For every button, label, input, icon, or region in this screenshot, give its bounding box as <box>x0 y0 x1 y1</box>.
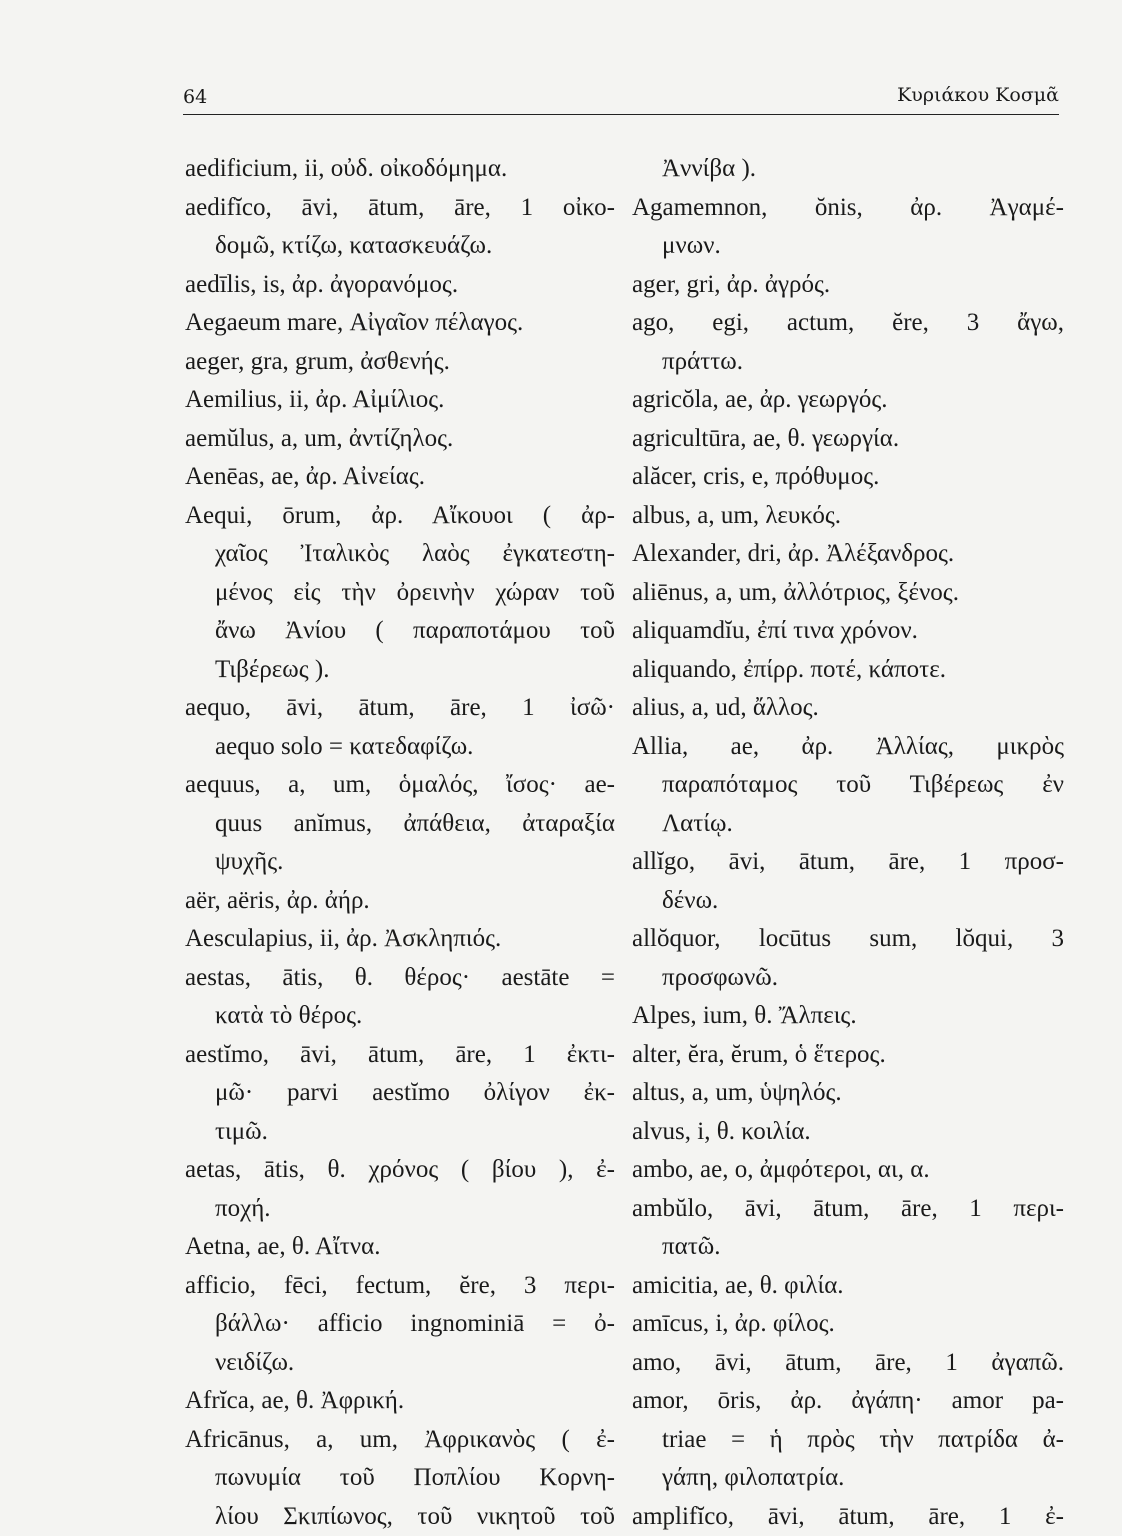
page-header <box>183 78 1059 115</box>
dictionary-line: aequo solo = κατεδαφίζω. <box>185 728 615 767</box>
dictionary-line: aliquando, ἐπίρρ. ποτέ, κάποτε. <box>632 651 1064 690</box>
dictionary-line: aequus, a, um, ὁμαλός, ἴσος· ae- <box>185 766 615 805</box>
dictionary-line: Ἀννίβα ). <box>632 150 1064 189</box>
dictionary-line: κατὰ τὸ θέρος. <box>185 997 615 1036</box>
dictionary-line: alvus, i, θ. κοιλία. <box>632 1113 1064 1152</box>
dictionary-line: ago, egi, actum, ĕre, 3 ἄγω, <box>632 304 1064 343</box>
dictionary-line: μένος εἰς τὴν ὀρεινὴν χώραν τοῦ <box>185 574 615 613</box>
dictionary-line: alius, a, ud, ἄλλος. <box>632 689 1064 728</box>
dictionary-line: agricultūra, ae, θ. γεωργία. <box>632 420 1064 459</box>
dictionary-line: triae = ἡ πρὸς τὴν πατρίδα ἀ- <box>632 1421 1064 1460</box>
dictionary-line: τιμῶ. <box>185 1113 615 1152</box>
dictionary-line: allŏquor, locūtus sum, lŏqui, 3 <box>632 920 1064 959</box>
dictionary-line: aeger, gra, grum, ἀσθενής. <box>185 343 615 382</box>
dictionary-line: aestas, ātis, θ. θέρος· aestāte = <box>185 959 615 998</box>
dictionary-line: Τιβέρεως ). <box>185 651 615 690</box>
dictionary-line: πωνυμία τοῦ Ποπλίου Κορνη- <box>185 1459 615 1498</box>
dictionary-line: amo, āvi, ātum, āre, 1 ἀγαπῶ. <box>632 1344 1064 1383</box>
dictionary-line: προσφωνῶ. <box>632 959 1064 998</box>
dictionary-line: Africānus, a, um, Ἀφρικανὸς ( ἐ- <box>185 1421 615 1460</box>
dictionary-line: alter, ĕra, ĕrum, ὁ ἕτερος. <box>632 1036 1064 1075</box>
dictionary-line: Alexander, dri, ἀρ. Ἀλέξανδρος. <box>632 535 1064 574</box>
dictionary-line: amor, ōris, ἀρ. ἀγάπη· amor pa- <box>632 1382 1064 1421</box>
dictionary-line: βάλλω· afficio ingnominiā = ὀ- <box>185 1305 615 1344</box>
dictionary-line: χαῖος Ἰταλικὸς λαὸς ἐγκατεστη- <box>185 535 615 574</box>
dictionary-line: ager, gri, ἀρ. ἀγρός. <box>632 266 1064 305</box>
dictionary-line: νειδίζω. <box>185 1344 615 1383</box>
dictionary-line: alăcer, cris, e, πρόθυμος. <box>632 458 1064 497</box>
dictionary-line: aemŭlus, a, um, ἀντίζηλος. <box>185 420 615 459</box>
left-column <box>185 150 615 1536</box>
dictionary-line: ψυχῆς. <box>185 843 615 882</box>
dictionary-line: Afrĭca, ae, θ. Ἀφρική. <box>185 1382 615 1421</box>
dictionary-line: μνων. <box>632 227 1064 266</box>
dictionary-line: Aenēas, ae, ἀρ. Αἰνείας. <box>185 458 615 497</box>
dictionary-line: amīcus, i, ἀρ. φίλος. <box>632 1305 1064 1344</box>
dictionary-line: Agamemnon, ŏnis, ἀρ. Ἀγαμέ- <box>632 189 1064 228</box>
dictionary-line: albus, a, um, λευκός. <box>632 497 1064 536</box>
dictionary-line: aedificium, ii, οὐδ. οἰκοδόμημα. <box>185 150 615 189</box>
dictionary-line: aliēnus, a, um, ἀλλότριος, ξένος. <box>632 574 1064 613</box>
dictionary-line: Aesculapius, ii, ἀρ. Ἀσκληπιός. <box>185 920 615 959</box>
dictionary-line: Alpes, ium, θ. Ἄλπεις. <box>632 997 1064 1036</box>
dictionary-line: aedifĭco, āvi, ātum, āre, 1 οἰκο- <box>185 189 615 228</box>
dictionary-line: aliquamdĭu, ἐπί τινα χρόνον. <box>632 612 1064 651</box>
dictionary-line: ambŭlo, āvi, ātum, āre, 1 περι- <box>632 1190 1064 1229</box>
dictionary-line: Aemilius, ii, ἀρ. Αἰμίλιος. <box>185 381 615 420</box>
page-number: 64 <box>183 86 207 108</box>
dictionary-line: ποχή. <box>185 1190 615 1229</box>
dictionary-line: allĭgo, āvi, ātum, āre, 1 προσ- <box>632 843 1064 882</box>
dictionary-line: Allia, ae, ἀρ. Ἀλλίας, μικρὸς <box>632 728 1064 767</box>
dictionary-line: ἄνω Ἀνίου ( παραποτάμου τοῦ <box>185 612 615 651</box>
dictionary-line: μῶ· parvi aestĭmo ὀλίγον ἐκ- <box>185 1074 615 1113</box>
dictionary-line: πατῶ. <box>632 1228 1064 1267</box>
dictionary-line: Λατίῳ. <box>632 805 1064 844</box>
dictionary-line: aër, aëris, ἀρ. ἀήρ. <box>185 882 615 921</box>
dictionary-line: altus, a, um, ὑψηλός. <box>632 1074 1064 1113</box>
dictionary-line: πράττω. <box>632 343 1064 382</box>
dictionary-line: Aetna, ae, θ. Αἴτνα. <box>185 1228 615 1267</box>
dictionary-line: amplifĭco, āvi, ātum, āre, 1 ἐ- <box>632 1498 1064 1536</box>
dictionary-line: agricŏla, ae, ἀρ. γεωργός. <box>632 381 1064 420</box>
dictionary-line: δένω. <box>632 882 1064 921</box>
dictionary-line: γάπη, φιλοπατρία. <box>632 1459 1064 1498</box>
dictionary-line: δομῶ, κτίζω, κατασκευάζω. <box>185 227 615 266</box>
running-head: Κυριάκου Κοσμᾶ <box>897 84 1059 106</box>
dictionary-line: aequo, āvi, ātum, āre, 1 ἰσῶ· <box>185 689 615 728</box>
dictionary-line: παραπόταμος τοῦ Τιβέρεως ἐν <box>632 766 1064 805</box>
dictionary-line: quus anĭmus, ἀπάθεια, ἀταραξία <box>185 805 615 844</box>
right-column <box>632 150 1064 1536</box>
dictionary-line: afficio, fēci, fectum, ĕre, 3 περι- <box>185 1267 615 1306</box>
dictionary-line: aedīlis, is, ἀρ. ἀγορανόμος. <box>185 266 615 305</box>
dictionary-line: amicitia, ae, θ. φιλία. <box>632 1267 1064 1306</box>
dictionary-line: aestĭmo, āvi, ātum, āre, 1 ἐκτι- <box>185 1036 615 1075</box>
dictionary-line: Aegaeum mare, Αἰγαῖον πέλαγος. <box>185 304 615 343</box>
dictionary-line: Aequi, ōrum, ἀρ. Αἴκουοι ( ἀρ- <box>185 497 615 536</box>
dictionary-line: aetas, ātis, θ. χρόνος ( βίου ), ἐ- <box>185 1151 615 1190</box>
dictionary-line: ambo, ae, o, ἀμφότεροι, αι, α. <box>632 1151 1064 1190</box>
dictionary-line: λίου Σκιπίωνος, τοῦ νικητοῦ τοῦ <box>185 1498 615 1536</box>
